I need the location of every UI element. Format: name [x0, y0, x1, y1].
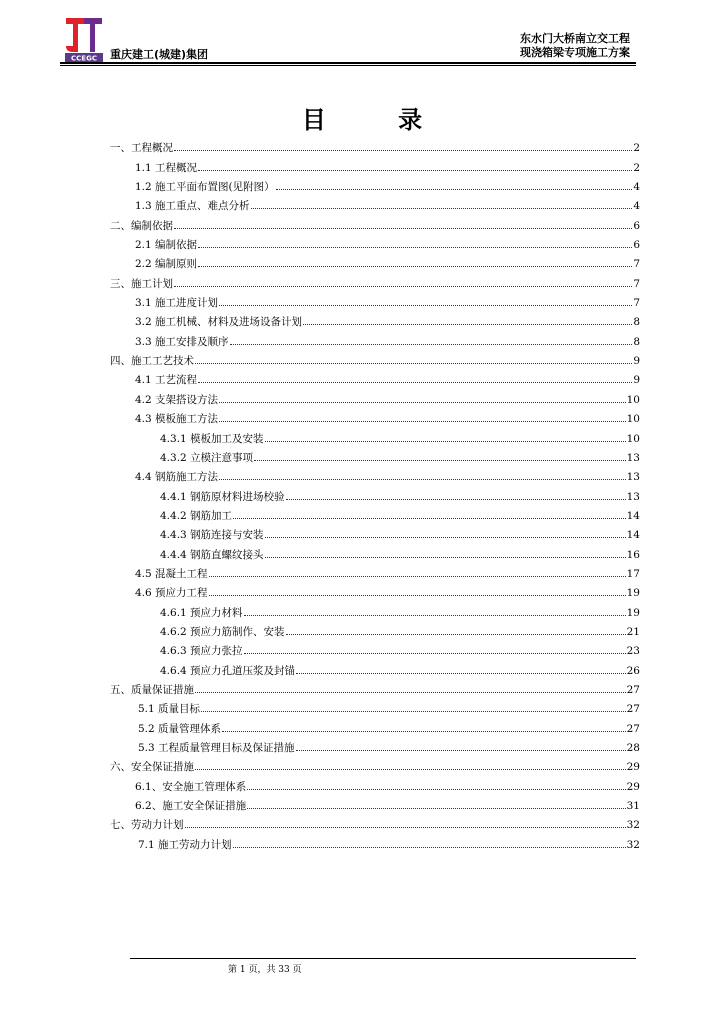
toc-entry-label: 4.2 支架搭设方法	[135, 393, 219, 406]
toc-entry-page: 6	[633, 239, 640, 252]
toc-dot-leader	[174, 286, 632, 287]
toc-entry-page: 32	[626, 838, 640, 851]
toc-entry-page: 2	[633, 142, 640, 155]
toc-dot-leader	[251, 208, 633, 209]
toc-entry-page: 19	[626, 606, 640, 619]
toc-entry-label: 5.3 工程质量管理目标及保证措施	[138, 742, 295, 754]
toc-dot-leader	[185, 827, 626, 828]
toc-entry-page: 32	[626, 819, 640, 832]
toc-entry[interactable]	[110, 523, 640, 542]
toc-dot-leader	[265, 441, 626, 442]
toc-entry[interactable]	[110, 813, 640, 832]
toc-entry-page: 19	[626, 587, 640, 600]
toc-entry-page: 13	[626, 471, 640, 484]
toc-entry[interactable]	[110, 175, 640, 194]
toc-entry-page: 27	[626, 703, 640, 716]
toc-entry-label: 4.6 预应力工程	[135, 587, 208, 600]
toc-dot-leader	[303, 324, 632, 325]
toc-entry[interactable]	[110, 697, 640, 716]
toc-entry[interactable]	[110, 368, 640, 387]
toc-entry-page: 29	[626, 780, 640, 793]
toc-entry-label: 6.2、施工安全保证措施	[135, 800, 247, 813]
toc-entry-page: 6	[633, 219, 640, 232]
header-rule-thin	[60, 65, 636, 66]
toc-dot-leader	[209, 576, 626, 577]
toc-entry[interactable]	[110, 504, 640, 523]
toc-dot-leader	[244, 653, 626, 654]
toc-entry[interactable]	[110, 213, 640, 232]
toc-entry-page: 4	[633, 181, 640, 194]
toc-entry-page: 10	[626, 432, 640, 445]
toc-entry-page: 7	[633, 277, 640, 290]
toc-entry-page: 23	[626, 645, 640, 658]
toc-entry[interactable]	[110, 832, 640, 851]
toc-entry-label: 4.3 模板施工方法	[135, 413, 219, 426]
table-of-contents	[110, 136, 640, 852]
toc-entry-label: 1.1 工程概况	[135, 161, 198, 174]
toc-entry-page: 7	[633, 258, 640, 271]
toc-dot-leader	[286, 634, 626, 635]
toc-entry-label: 4.4.2 钢筋加工	[160, 509, 233, 522]
toc-dot-leader	[174, 150, 632, 151]
toc-entry-page: 2	[633, 161, 640, 174]
page-title: 目 录	[301, 106, 455, 134]
toc-dot-leader	[174, 228, 632, 229]
toc-entry-page: 27	[626, 722, 640, 735]
company-logo	[64, 18, 104, 62]
toc-dot-leader	[265, 557, 626, 558]
toc-dot-leader	[254, 460, 626, 461]
toc-entry-label: 3.1 施工进度计划	[135, 297, 219, 310]
toc-entry[interactable]	[110, 639, 640, 658]
toc-entry-label: 4.6.4 预应力孔道压浆及封锚	[160, 664, 296, 677]
toc-dot-leader	[219, 402, 626, 403]
toc-entry[interactable]	[110, 252, 640, 271]
toc-entry-label: 3.2 施工机械、材料及进场设备计划	[135, 316, 303, 329]
toc-entry-label: 一、工程概况	[110, 142, 173, 155]
toc-dot-leader	[230, 344, 633, 345]
toc-entry-page: 4	[633, 200, 640, 213]
toc-entry-page: 21	[626, 625, 640, 638]
toc-entry[interactable]	[110, 194, 640, 213]
company-name: 重庆建工(城建)集团	[110, 48, 209, 61]
toc-entry[interactable]	[110, 136, 640, 155]
toc-dot-leader	[247, 808, 625, 809]
logo-text: CCEGC	[71, 54, 97, 62]
toc-entry-label: 1.3 施工重点、难点分析	[135, 200, 250, 213]
toc-entry-page: 13	[626, 451, 640, 464]
toc-entry-page: 8	[633, 316, 640, 329]
toc-entry-label: 6.1、安全施工管理体系	[135, 780, 247, 793]
toc-entry[interactable]	[110, 658, 640, 677]
toc-entry-label: 4.4.3 钢筋连接与安装	[160, 529, 264, 542]
toc-entry[interactable]	[110, 155, 640, 174]
toc-entry-label: 4.4.1 钢筋原材料进场校验	[160, 490, 285, 503]
toc-entry-label: 4.1 工艺流程	[135, 374, 198, 387]
toc-entry[interactable]	[110, 233, 640, 252]
toc-entry-label: 2.2 编制原则	[135, 258, 198, 271]
toc-entry-page: 16	[626, 548, 640, 561]
toc-dot-leader	[195, 363, 632, 364]
toc-entry[interactable]	[110, 794, 640, 813]
toc-dot-leader	[198, 170, 632, 171]
toc-entry[interactable]	[110, 562, 640, 581]
toc-entry-label: 4.4 钢筋施工方法	[135, 471, 219, 484]
toc-entry-page: 9	[633, 355, 640, 368]
toc-entry-label: 4.3.2 立模注意事项	[160, 451, 254, 464]
toc-entry[interactable]	[110, 581, 640, 600]
toc-entry-label: 二、编制依据	[110, 219, 173, 232]
toc-entry-label: 四、施工工艺技术	[110, 355, 194, 368]
toc-entry-page: 26	[626, 664, 640, 677]
toc-entry-page: 8	[633, 335, 640, 348]
toc-entry-page: 29	[626, 761, 640, 774]
toc-entry[interactable]	[110, 774, 640, 793]
toc-entry[interactable]	[110, 291, 640, 310]
toc-dot-leader	[247, 789, 625, 790]
toc-dot-leader	[233, 847, 626, 848]
toc-dot-leader	[195, 769, 626, 770]
toc-entry-label: 4.4.4 钢筋直螺纹接头	[160, 548, 264, 561]
footer-rule	[130, 958, 636, 959]
toc-entry[interactable]	[110, 716, 640, 735]
project-line-1: 东水门大桥南立交工程	[520, 32, 630, 45]
toc-entry[interactable]	[110, 310, 640, 329]
toc-entry-page: 27	[626, 683, 640, 696]
toc-entry[interactable]	[110, 446, 640, 465]
toc-dot-leader	[286, 499, 626, 500]
toc-entry[interactable]	[110, 426, 640, 445]
toc-entry-label: 4.6.2 预应力筋制作、安装	[160, 625, 285, 638]
toc-entry-label: 1.2 施工平面布置图(见附图）	[135, 181, 275, 194]
toc-dot-leader	[233, 518, 626, 519]
toc-entry[interactable]	[110, 600, 640, 619]
toc-entry[interactable]	[110, 542, 640, 561]
toc-entry-page: 14	[626, 509, 640, 522]
toc-entry-label: 3.3 施工安排及顺序	[135, 335, 229, 348]
toc-entry-page: 10	[626, 393, 640, 406]
toc-dot-leader	[195, 692, 626, 693]
toc-entry-label: 4.5 混凝土工程	[135, 567, 208, 580]
toc-entry-page: 10	[626, 413, 640, 426]
toc-entry[interactable]	[110, 465, 640, 484]
toc-entry-page: 7	[633, 297, 640, 310]
toc-dot-leader	[244, 615, 626, 616]
toc-dot-leader	[209, 595, 626, 596]
toc-dot-leader	[265, 537, 626, 538]
toc-entry[interactable]	[110, 407, 640, 426]
toc-entry-page: 14	[626, 529, 640, 542]
toc-dot-leader	[198, 382, 632, 383]
toc-entry-page: 28	[626, 742, 640, 754]
toc-entry[interactable]	[110, 387, 640, 406]
project-line-2: 现浇箱梁专项施工方案	[520, 46, 630, 59]
toc-entry-page: 17	[626, 567, 640, 580]
toc-entry-page: 9	[633, 374, 640, 387]
toc-entry-label: 5.1 质量目标	[138, 703, 201, 716]
toc-entry[interactable]	[110, 755, 640, 774]
toc-dot-leader	[198, 247, 632, 248]
toc-entry[interactable]	[110, 678, 640, 697]
toc-dot-leader	[198, 266, 632, 267]
toc-entry-page: 13	[626, 490, 640, 503]
toc-entry[interactable]	[110, 349, 640, 368]
toc-entry[interactable]	[110, 271, 640, 290]
toc-entry[interactable]	[110, 736, 640, 755]
toc-entry-label: 4.3.1 模板加工及安装	[160, 432, 264, 445]
toc-dot-leader	[296, 673, 626, 674]
toc-entry[interactable]	[110, 484, 640, 503]
toc-entry-label: 4.6.3 预应力张拉	[160, 645, 243, 658]
toc-entry[interactable]	[110, 329, 640, 348]
header-rule	[60, 62, 636, 64]
toc-dot-leader	[222, 731, 626, 732]
toc-entry-label: 4.6.1 预应力材料	[160, 606, 243, 619]
toc-entry-page: 31	[626, 800, 640, 813]
toc-dot-leader	[219, 421, 626, 422]
toc-entry[interactable]	[110, 620, 640, 639]
toc-entry-label: 七、劳动力计划	[110, 819, 184, 832]
toc-entry-label: 三、施工计划	[110, 277, 173, 290]
toc-dot-leader	[219, 479, 626, 480]
toc-dot-leader	[219, 305, 632, 306]
toc-dot-leader	[201, 711, 626, 712]
toc-entry-label: 7.1 施工劳动力计划	[138, 838, 232, 851]
toc-entry-label: 5.2 质量管理体系	[138, 722, 222, 735]
toc-dot-leader	[276, 189, 633, 190]
page-header	[60, 16, 636, 66]
toc-entry-label: 2.1 编制依据	[135, 239, 198, 252]
project-title	[520, 32, 630, 60]
toc-dot-leader	[296, 750, 626, 751]
toc-entry-label: 六、安全保证措施	[110, 761, 194, 774]
toc-entry-label: 五、质量保证措施	[110, 683, 194, 696]
page-footer: 第 1 页，共 33 页	[228, 965, 302, 975]
